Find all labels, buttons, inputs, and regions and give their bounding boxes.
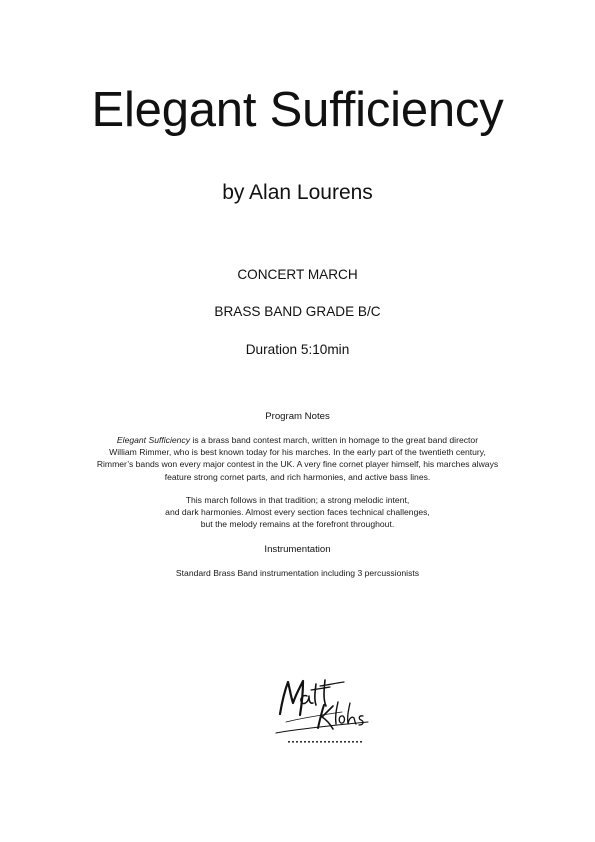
work-title-emphasis: Elegant Sufficiency: [116, 435, 191, 445]
program-notes-line: This march follows in that tradition; a strong melodic intent,: [185, 495, 410, 505]
program-notes-line: William Rimmer, who is best known today for his marches. In the early part of the twentieth century,: [109, 447, 486, 458]
publisher-signature-logo: [272, 672, 370, 750]
program-notes-line: [0, 434, 595, 446]
instrumentation-text: Standard Brass Band instrumentation including 3 percussionists: [175, 568, 420, 578]
program-notes-paragraph-2: [0, 494, 595, 531]
instrumentation-heading: Instrumentation: [264, 544, 331, 555]
program-notes-heading: Program Notes: [265, 411, 330, 422]
grade-label: BRASS BAND GRADE B/C: [214, 304, 381, 319]
program-notes-line: but the melody remains at the forefront throughout.: [200, 519, 395, 530]
program-notes-line: feature strong cornet parts, and rich harmonies, and active bass lines.: [164, 471, 431, 482]
program-notes-text: is a brass band contest march, written in homage to the great band director: [190, 435, 479, 445]
duration-label: Duration 5:10min: [245, 342, 350, 357]
program-notes-line: Rimmer’s bands won every major contest in the UK. A very fine cornet player himself, his marches always: [96, 459, 499, 470]
program-notes-line: and dark harmonies. Almost every section faces technical challenges,: [165, 507, 430, 518]
page-title: Elegant Sufficiency: [91, 83, 504, 137]
composer-credit: by Alan Lourens: [222, 181, 373, 204]
genre-label: CONCERT MARCH: [237, 267, 358, 282]
program-notes-paragraph-1: [0, 434, 595, 483]
